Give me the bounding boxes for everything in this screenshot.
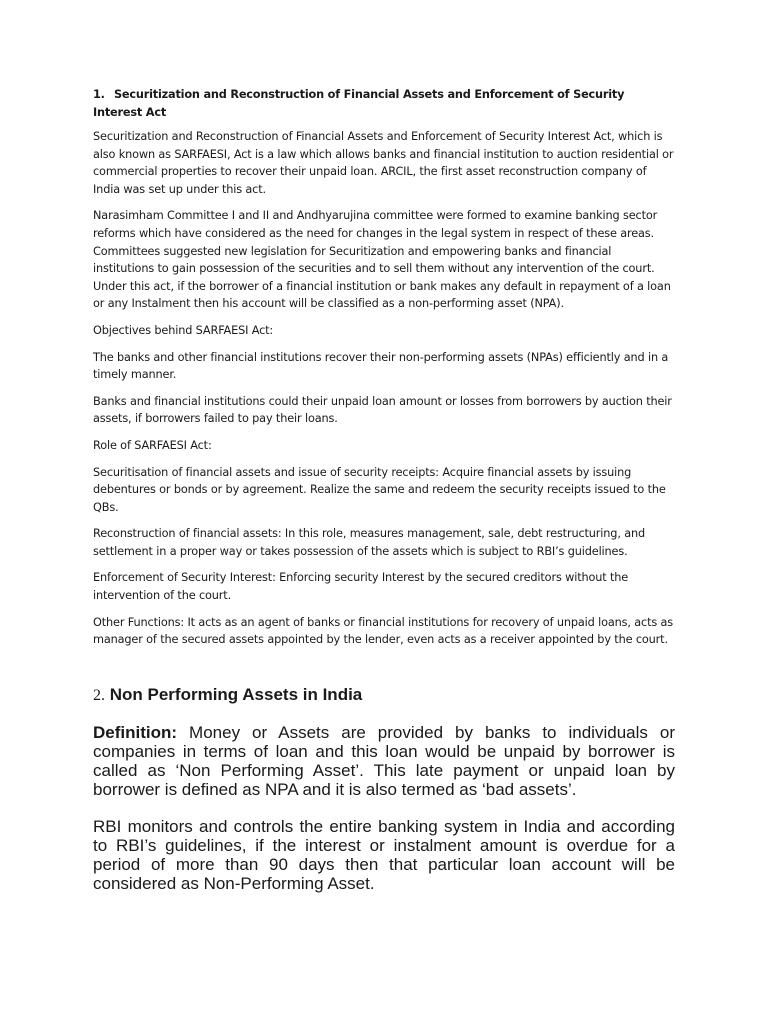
paragraph-objectives-label: Objectives behind SARFAESI Act: xyxy=(93,323,274,337)
paragraph-role-reconstruction: Reconstruction of financial assets: In this role, measures management, sale, debt restructuring, and settlement in a proper way or takes possession of the assets which is subject to RBI’s guidelines. xyxy=(93,527,646,558)
section-2-number: 2. xyxy=(93,686,105,704)
section-1-heading xyxy=(93,86,675,122)
paragraph-objective-1: The banks and other financial institutions recover their non-performing assets (NPAs) efficiently and in a timely manner. xyxy=(93,350,669,382)
paragraph-committees: Narasimham Committee I and II and Andhyarujina committee were formed to examine banking sector reforms which have considered as the need for changes in the legal system in respect of these areas. Committees suggested new legislation for Securitization and empowering banks and financial institutions to gain possession of the securities and to sell them without any intervention of the court. Under this act, if the borrower of a financial institution or bank makes any default in repayment of a loan or any Instalment then his account will be classified as a non-performing asset (NPA). xyxy=(93,209,671,311)
paragraph-npa-definition xyxy=(93,723,675,800)
paragraph-role-label: Role of SARFAESI Act: xyxy=(93,438,212,452)
paragraph-sarfaesi-intro: Securitization and Reconstruction of Financial Assets and Enforcement of Security Interest Act, which is also known as SARFAESI, Act is a law which allows banks and financial institution to auction residential or commercial properties to recover their unpaid loan. ARCIL, the first asset reconstruction company of India was set up under this act. xyxy=(93,130,674,196)
definition-term: Definition: xyxy=(93,722,178,742)
paragraph-rbi-guidelines: RBI monitors and controls the entire banking system in India and according to RBI’s guidelines, if the interest or instalment amount is overdue for a period of more than 90 days then that particular loan account will be considered as Non-Performing Asset. xyxy=(93,816,675,894)
section-1-number: 1. xyxy=(93,88,105,101)
section-2-heading xyxy=(93,683,675,708)
document-page xyxy=(93,86,675,910)
section-npa xyxy=(93,683,675,894)
section-2-title: Non Performing Assets in India xyxy=(109,684,363,704)
paragraph-objective-2: Banks and financial institutions could their unpaid loan amount or losses from borrowers by auction their assets, if borrowers failed to pay their loans. xyxy=(93,394,672,426)
definition-text: Money or Assets are provided by banks to individuals or companies in terms of loan and this loan would be unpaid by borrower is called as ‘Non Performing Asset’. This late payment or unpaid loan by borrower is defined as NPA and it is also termed as ‘bad assets’. xyxy=(93,722,675,800)
paragraph-role-enforcement: Enforcement of Security Interest: Enforcing security Interest by the secured creditors without the intervention of the court. xyxy=(93,571,629,603)
section-1-title: Securitization and Reconstruction of Financial Assets and Enforcement of Security Interest Act xyxy=(93,88,625,119)
paragraph-role-other-functions: Other Functions: It acts as an agent of banks or financial institutions for recovery of unpaid loans, acts as manager of the secured assets appointed by the lender, even acts as a receiver appointed by the court. xyxy=(93,615,674,647)
paragraph-role-securitisation: Securitisation of financial assets and issue of security receipts: Acquire financial assets by issuing debentures or bonds or by agreement. Realize the same and redeem the security receipts issued to the QBs. xyxy=(93,465,666,514)
section-sarfaesi xyxy=(93,86,675,649)
